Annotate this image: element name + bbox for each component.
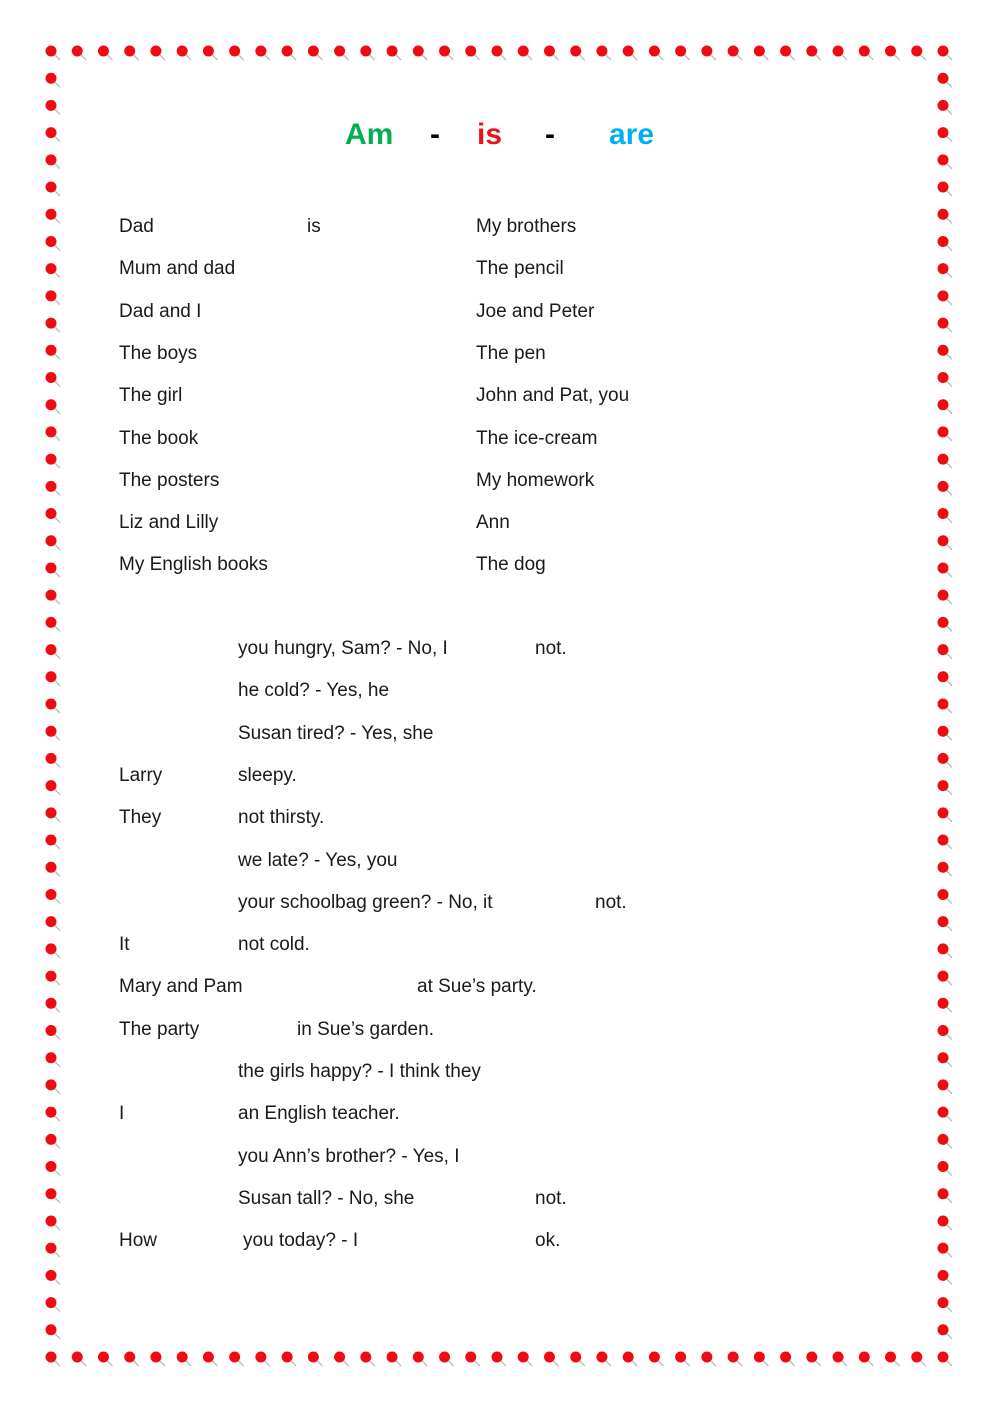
subject-left: Liz and Lilly [119,512,219,533]
lollipop-icon [46,263,61,278]
lollipop-icon [938,807,953,822]
lollipop-icon [46,1270,61,1285]
lollipop-icon [938,454,953,469]
subject-right: The dog [476,554,546,575]
lollipop-icon [938,508,953,523]
lollipop-icon [675,46,690,61]
sentence-middle: he cold? - Yes, he [238,680,390,701]
worksheet-title [0,118,1000,162]
lollipop-icon [46,862,61,877]
sentence-middle: we late? - Yes, you [238,850,398,871]
lollipop-icon [46,508,61,523]
lollipop-icon [938,1025,953,1040]
lollipop-icon [938,263,953,278]
subject-right: The ice-cream [476,428,598,449]
lollipop-icon [518,1352,533,1367]
lollipop-icon [518,46,533,61]
lollipop-icon [46,46,61,61]
lollipop-icon [255,46,270,61]
lollipop-icon [46,780,61,795]
lollipop-icon [46,1215,61,1230]
lollipop-icon [938,1215,953,1230]
lollipop-icon [911,1352,926,1367]
lollipop-icon [439,46,454,61]
lollipop-icon [596,46,611,61]
lollipop-icon [282,1352,297,1367]
lollipop-icon [46,1025,61,1040]
subject-left: My English books [119,554,268,575]
lollipop-icon [46,1107,61,1122]
lollipop-icon [413,1352,428,1367]
lollipop-icon [177,1352,192,1367]
subject-left: The girl [119,385,183,406]
lollipop-icon [806,46,821,61]
lollipop-icon [938,1134,953,1149]
lollipop-icon [649,46,664,61]
sentence-end: ok. [535,1230,561,1251]
subject-right: Ann [476,512,510,533]
lollipop-icon [938,182,953,197]
lollipop-icon [46,345,61,360]
lollipop-icon [859,1352,874,1367]
lollipop-icon [754,46,769,61]
lollipop-icon [938,835,953,850]
lollipop-icon [938,644,953,659]
lollipop-icon [46,481,61,496]
subject-right: The pen [476,343,546,364]
lollipop-icon [177,46,192,61]
lollipop-icon [46,73,61,88]
lollipop-icon [938,943,953,958]
lollipop-icon [701,1352,716,1367]
lollipop-icon [649,1352,664,1367]
lollipop-icon [72,46,87,61]
lollipop-icon [938,535,953,550]
lollipop-icon [938,780,953,795]
lollipop-icon [938,426,953,441]
lollipop-icon [46,971,61,986]
sentence-middle: Susan tall? - No, she [238,1188,415,1209]
title-am: Am [345,118,394,151]
lollipop-icon [46,318,61,333]
lollipop-icon [938,699,953,714]
title-dash-1: - [430,118,440,151]
lollipop-icon [46,1243,61,1258]
lollipop-icon [46,1052,61,1067]
lollipop-icon [728,1352,743,1367]
lollipop-icon [46,236,61,251]
lollipop-icon [46,535,61,550]
lollipop-icon [282,46,297,61]
subject-left: The book [119,428,199,449]
subject-left: The posters [119,470,220,491]
lollipop-icon [938,100,953,115]
lollipop-icon [46,1161,61,1176]
subject-right: My brothers [476,216,577,237]
subject-right: John and Pat, you [476,385,630,406]
lollipop-icon [46,372,61,387]
lollipop-icon [387,46,402,61]
lollipop-icon [938,617,953,632]
lollipop-icon [885,1352,900,1367]
lollipop-icon [938,889,953,904]
lollipop-icon [938,46,953,61]
lollipop-icon [938,1052,953,1067]
title-are: are [609,118,655,151]
sentence-start: They [119,807,162,828]
subject-right: Joe and Peter [476,301,595,322]
sentence-end: not. [595,892,627,913]
lollipop-icon [938,562,953,577]
lollipop-icon [124,1352,139,1367]
sentence-middle: not cold. [238,934,310,955]
sentence-middle: you Ann’s brother? - Yes, I [238,1146,460,1167]
lollipop-icon [623,46,638,61]
lollipop-icon [570,1352,585,1367]
lollipop-icon [229,46,244,61]
lollipop-icon [46,1188,61,1203]
sentence-start: I [119,1103,125,1124]
lollipop-icon [833,46,848,61]
lollipop-icon [938,1324,953,1339]
lollipop-icon [308,46,323,61]
lollipop-icon [938,1270,953,1285]
lollipop-icon [46,807,61,822]
lollipop-icon [46,617,61,632]
lollipop-icon [46,889,61,904]
lollipop-icon [334,46,349,61]
subject-right: The pencil [476,258,564,279]
sentence-middle: your schoolbag green? - No, it [238,892,493,913]
lollipop-icon [203,1352,218,1367]
lollipop-icon [255,1352,270,1367]
lollipop-icon [46,835,61,850]
title-is: is [477,118,503,151]
lollipop-icon [46,998,61,1013]
lollipop-icon [780,46,795,61]
lollipop-icon [72,1352,87,1367]
lollipop-icon [46,209,61,224]
lollipop-icon [46,1079,61,1094]
lollipop-icon [46,671,61,686]
lollipop-icon [465,46,480,61]
sentence-middle: sleepy. [238,765,297,786]
lollipop-icon [229,1352,244,1367]
lollipop-icon [938,345,953,360]
example-answer: is [307,216,321,237]
lollipop-icon [46,1352,61,1367]
lollipop-icon [754,1352,769,1367]
sentence-middle: you hungry, Sam? - No, I [238,638,448,659]
lollipop-icon [544,46,559,61]
lollipop-icon [570,46,585,61]
sentence-middle: at Sue’s party. [417,976,537,997]
lollipop-icon [387,1352,402,1367]
lollipop-icon [98,46,113,61]
lollipop-icon [46,182,61,197]
lollipop-icon [938,1188,953,1203]
lollipop-icon [360,1352,375,1367]
lollipop-icon [413,46,428,61]
lollipop-icon [938,399,953,414]
sentence-start: Mary and Pam [119,976,243,997]
lollipop-icon [623,1352,638,1367]
lollipop-icon [728,46,743,61]
lollipop-icon [46,916,61,931]
lollipop-icon [938,1297,953,1312]
lollipop-icon [46,399,61,414]
lollipop-icon [938,372,953,387]
title-dash-2: - [545,118,555,151]
sentence-start: The party [119,1019,200,1040]
lollipop-icon [46,726,61,741]
lollipop-icon [701,46,716,61]
sentence-end: not. [535,638,567,659]
lollipop-icon [806,1352,821,1367]
lollipop-icon [938,1079,953,1094]
lollipop-icon [150,46,165,61]
lollipop-icon [46,590,61,605]
lollipop-icon [46,644,61,659]
lollipop-icon [46,753,61,768]
lollipop-icon [938,1161,953,1176]
lollipop-icon [46,100,61,115]
subject-left: The boys [119,343,198,364]
lollipop-icon [938,671,953,686]
lollipop-icon [308,1352,323,1367]
lollipop-icon [938,862,953,877]
lollipop-icon [938,916,953,931]
lollipop-icon [46,699,61,714]
lollipop-icon [465,1352,480,1367]
lollipop-icon [938,481,953,496]
lollipop-icon [492,46,507,61]
lollipop-icon [938,290,953,305]
lollipop-icon [492,1352,507,1367]
lollipop-icon [46,454,61,469]
lollipop-icon [544,1352,559,1367]
lollipop-icon [46,1297,61,1312]
lollipop-icon [911,46,926,61]
lollipop-icon [938,318,953,333]
lollipop-icon [938,590,953,605]
lollipop-icon [439,1352,454,1367]
sentence-middle: Susan tired? - Yes, she [238,723,434,744]
lollipop-icon [596,1352,611,1367]
sentence-start: Larry [119,765,163,786]
lollipop-icon [938,1243,953,1258]
sentence-middle: you today? - I [243,1230,359,1251]
lollipop-icon [938,726,953,741]
lollipop-icon [780,1352,795,1367]
sentence-middle: not thirsty. [238,807,325,828]
lollipop-icon [46,1324,61,1339]
lollipop-icon [46,290,61,305]
lollipop-icon [360,46,375,61]
lollipop-icon [203,46,218,61]
sentence-start: How [119,1230,158,1251]
lollipop-icon [46,1134,61,1149]
lollipop-icon [938,73,953,88]
sentence-middle: the girls happy? - I think they [238,1061,481,1082]
lollipop-icon [885,46,900,61]
lollipop-icon [46,943,61,958]
sentence-start: It [119,934,130,955]
subject-left: Dad [119,216,154,237]
lollipop-icon [859,46,874,61]
lollipop-icon [46,562,61,577]
subject-right: My homework [476,470,595,491]
lollipop-icon [833,1352,848,1367]
lollipop-icon [98,1352,113,1367]
lollipop-icon [938,236,953,251]
lollipop-icon [938,209,953,224]
subject-left: Mum and dad [119,258,236,279]
lollipop-icon [150,1352,165,1367]
lollipop-icon [938,753,953,768]
sentence-middle: an English teacher. [238,1103,400,1124]
lollipop-icon [938,1107,953,1122]
lollipop-icon [124,46,139,61]
lollipop-icon [938,998,953,1013]
lollipop-icon [938,1352,953,1367]
lollipop-icon [46,426,61,441]
lollipop-icon [675,1352,690,1367]
lollipop-icon [938,971,953,986]
lollipop-icon [334,1352,349,1367]
sentence-end: not. [535,1188,567,1209]
sentence-middle: in Sue’s garden. [297,1019,434,1040]
subject-left: Dad and I [119,301,202,322]
